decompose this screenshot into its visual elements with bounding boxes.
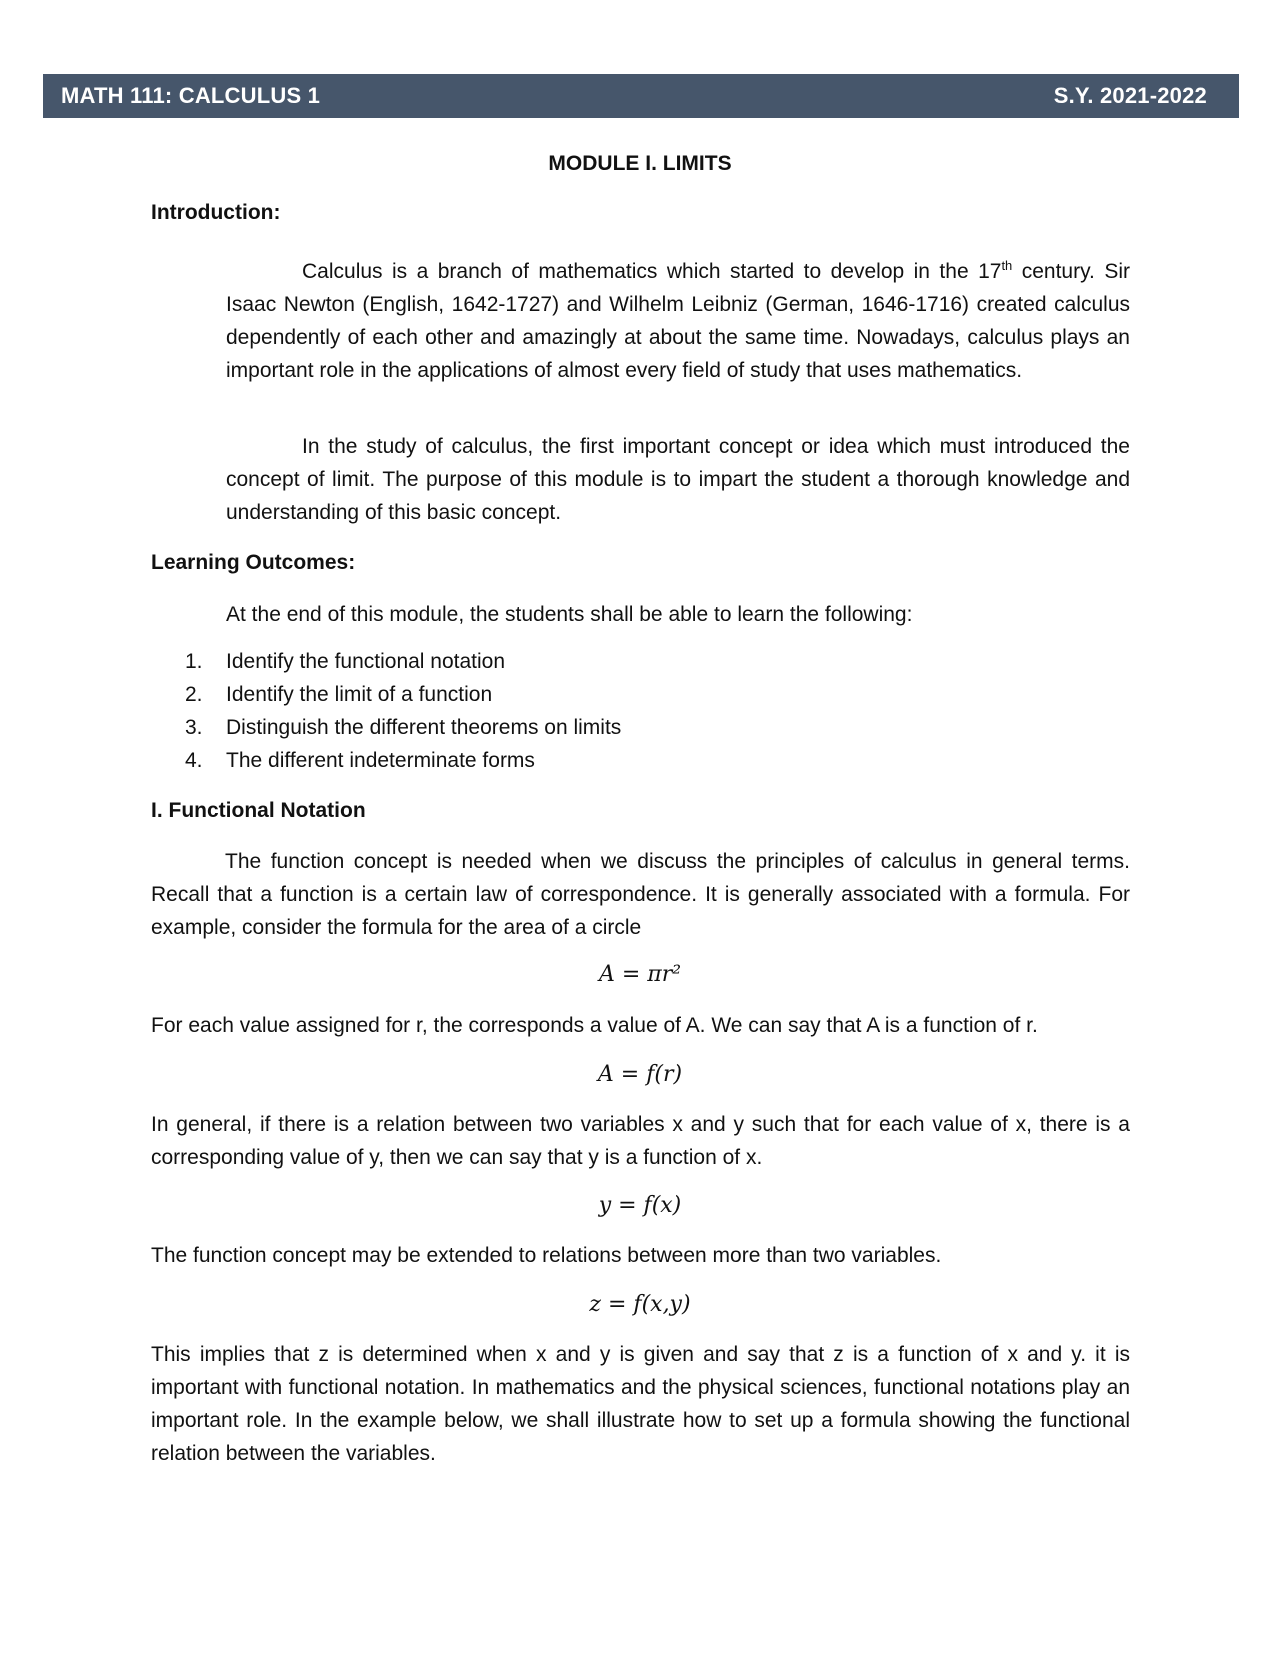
intro-paragraph-1: Calculus is a branch of mathematics which started to develop in the 17th century. Sir Isaac Newton (English, 1642-1727) and Wilhelm Leibniz (German, 1646-1716) created calculus dependently of each other and amazingly at about the same time. Nowadays, calculus plays an important role in the applications of almost every field of study that uses mathematics.: [226, 258, 1130, 382]
list-item: 2. Identify the limit of a function: [185, 683, 493, 706]
intro-paragraph-2: In the study of calculus, the first important concept or idea which must introduced the concept of limit. The purpose of this module is to impart the student a thorough knowledge and understanding of this basic concept.: [226, 435, 1130, 524]
equation-a-of-r: A = f(r): [597, 1062, 683, 1087]
equation-y-of-x: y = f(x): [598, 1193, 682, 1218]
list-item: 1. Identify the functional notation: [185, 650, 506, 673]
module-title: MODULE I. LIMITS: [548, 152, 732, 175]
outcomes-list: [185, 645, 621, 777]
outcomes-intro: At the end of this module, the students shall be able to learn the following:: [226, 603, 913, 626]
learning-outcomes-heading: Learning Outcomes:: [151, 551, 356, 574]
school-year: S.Y. 2021-2022: [1053, 83, 1207, 108]
functional-notation-heading: I. Functional Notation: [151, 799, 366, 822]
equation-z-of-xy: z = f(x,y): [589, 1292, 691, 1317]
fn-paragraph-3: In general, if there is a relation between two variables x and y such that for each value of x, there is a corresponding value of y, then we can say that y is a function of x.: [151, 1113, 1130, 1169]
introduction-heading: Introduction:: [151, 201, 281, 224]
list-item: 4. The different indeterminate forms: [185, 749, 535, 772]
fn-paragraph-1: The function concept is needed when we discuss the principles of calculus in general terms. Recall that a function is a certain law of correspondence. It is generally associated with a formula. For example, consider the formula for the area of a circle: [151, 850, 1130, 939]
equation-area-circle: A = πr²: [598, 962, 682, 987]
fn-paragraph-4: The function concept may be extended to relations between more than two variables.: [151, 1244, 942, 1267]
list-item: 3. Distinguish the different theorems on limits: [185, 716, 622, 739]
header-bar: [43, 74, 1239, 118]
course-title: MATH 111: CALCULUS 1: [61, 83, 321, 108]
fn-paragraph-2: For each value assigned for r, the corresponds a value of A. We can say that A is a function of r.: [151, 1014, 1038, 1037]
fn-paragraph-5: This implies that z is determined when x and y is given and say that z is a function of x and y. it is important with functional notation. In mathematics and the physical sciences, functional notations play an important role. In the example below, we shall illustrate how to set up a formula showing the functional relation between the variables.: [151, 1343, 1130, 1465]
